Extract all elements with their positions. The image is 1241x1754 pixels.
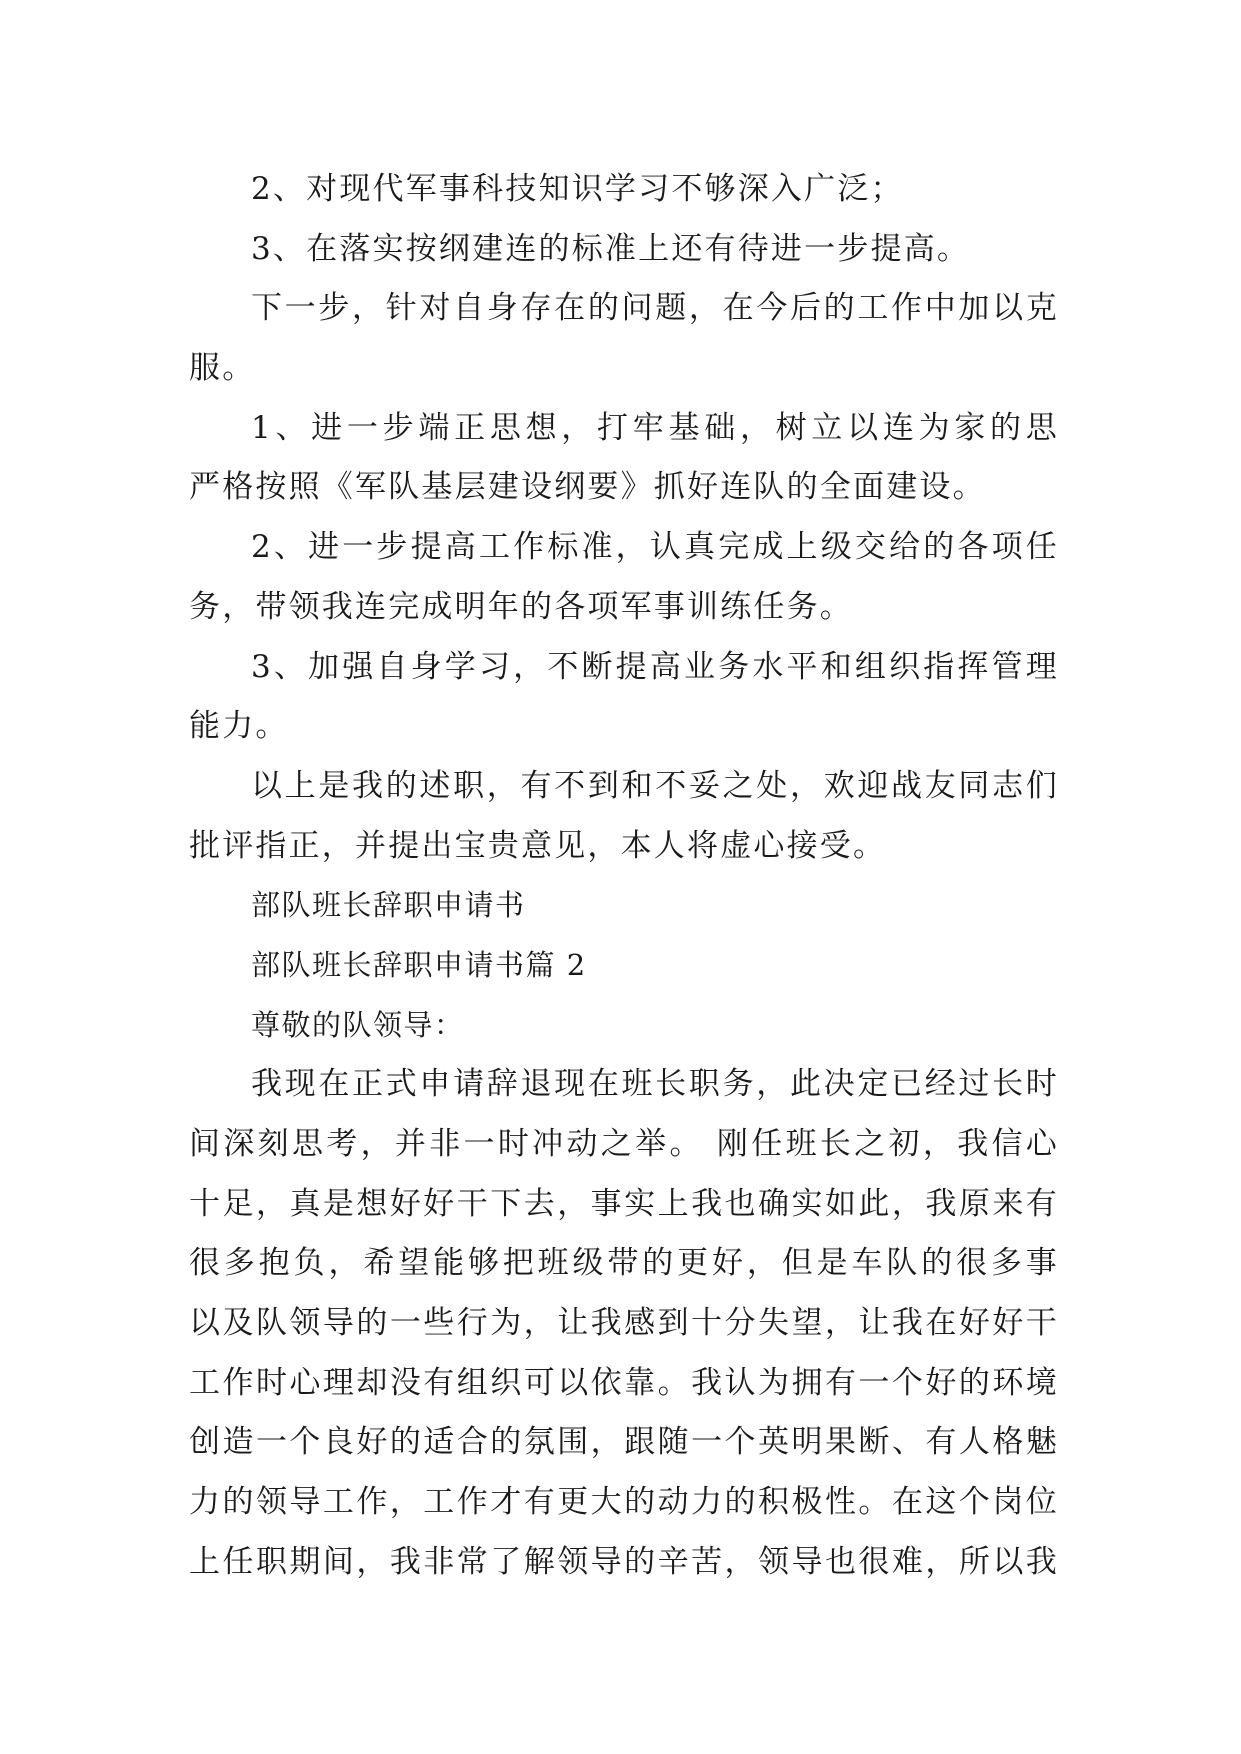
list-item-plan-1-line-1: 1、进一步端正思想，打牢基础，树立以连为家的思 xyxy=(251,409,1059,446)
letter-body-line-8: 力的领导工作，工作才有更大的动力的积极性。在这个岗位 xyxy=(189,1484,1059,1521)
letter-body-line-5: 以及队领导的一些行为，让我感到十分失望，让我在好好干 xyxy=(189,1305,1059,1342)
list-item-plan-1-line-2: 严格按照《军队基层建设纲要》抓好连队的全面建设。 xyxy=(189,469,986,506)
letter-body-line-3: 十足，真是想好好干下去，事实上我也确实如此，我原来有 xyxy=(189,1185,1059,1222)
list-item-shortcoming-2: 2、对现代军事科技知识学习不够深入广泛； xyxy=(251,171,904,207)
letter-body-line-9: 上任职期间，我非常了解领导的辛苦，领导也很难，所以我 xyxy=(189,1543,1059,1580)
list-item-plan-3-line-2: 能力。 xyxy=(189,708,289,745)
letter-body-line-2: 间深刻思考，并非一时冲动之举。 刚任班长之初，我信心 xyxy=(189,1126,1059,1162)
letter-body-line-1: 我现在正式申请辞退现在班长职务，此决定已经过长时 xyxy=(251,1066,1059,1103)
list-item-plan-2-line-1: 2、进一步提高工作标准，认真完成上级交给的各项任 xyxy=(251,529,1059,566)
list-item-shortcoming-3: 3、在落实按纲建连的标准上还有待进一步提高。 xyxy=(251,230,971,267)
list-item-plan-2-line-2: 务，带领我连完成明年的各项军事训练任务。 xyxy=(189,588,853,625)
section-subheading: 部队班长辞职申请书篇 2 xyxy=(251,947,587,982)
letter-body-line-4: 很多抱负，希望能够把班级带的更好，但是车队的很多事 xyxy=(189,1245,1059,1282)
paragraph-closing-line-1: 以上是我的述职，有不到和不妥之处，欢迎战友同志们 xyxy=(251,767,1059,804)
paragraph-closing-line-2: 批评指正，并提出宝贵意见，本人将虚心接受。 xyxy=(189,827,887,864)
section-heading: 部队班长辞职申请书 xyxy=(251,888,526,923)
salutation: 尊敬的队领导： xyxy=(251,1007,465,1042)
letter-body-line-6: 工作时心理却没有组织可以依靠。我认为拥有一个好的环境 xyxy=(189,1364,1059,1401)
list-item-plan-3-line-1: 3、加强自身学习，不断提高业务水平和组织指挥管理 xyxy=(251,648,1059,685)
paragraph-next-step-line-2: 服。 xyxy=(189,350,256,387)
paragraph-next-step-line-1: 下一步，针对自身存在的问题，在今后的工作中加以克 xyxy=(251,290,1059,327)
document-body xyxy=(189,160,1059,1593)
letter-body-line-7: 创造一个良好的适合的氛围，跟随一个英明果断、有人格魅 xyxy=(189,1424,1059,1461)
